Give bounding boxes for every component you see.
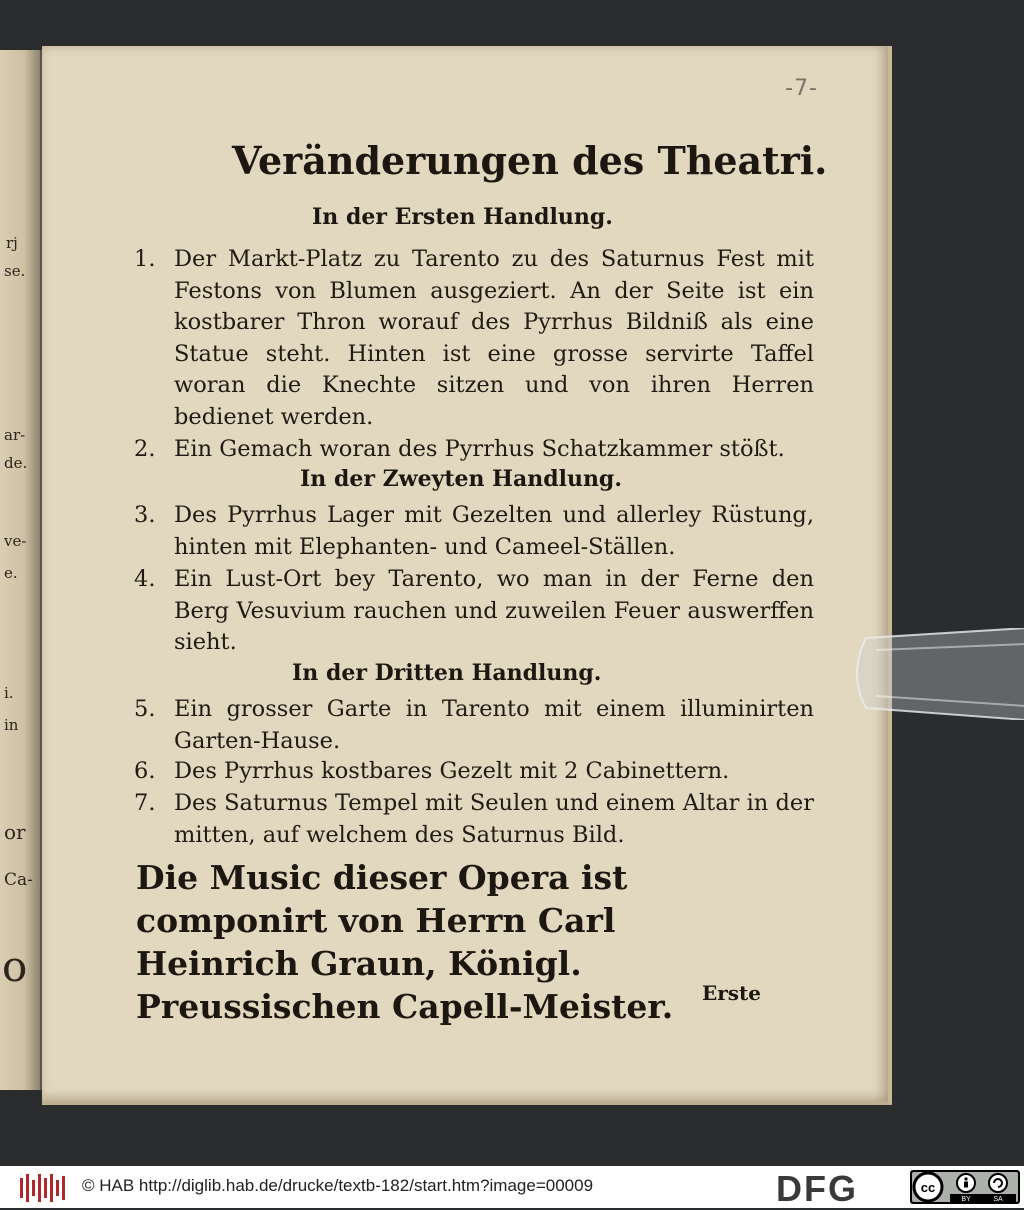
entry-number: 2.	[134, 436, 156, 462]
catchword: Erste	[702, 981, 762, 1005]
list-item	[134, 694, 814, 757]
left-fragment: in	[4, 716, 19, 734]
left-fragment: se.	[4, 262, 26, 280]
left-page-edge	[0, 50, 42, 1090]
entry-number: 6.	[134, 758, 156, 784]
left-fragment: o	[2, 942, 28, 991]
list-item	[134, 564, 814, 659]
license-sa-label: SA	[993, 1196, 1003, 1203]
left-fragment: rj	[6, 234, 18, 252]
hab-barcode-icon	[20, 1174, 68, 1202]
left-fragment: de.	[4, 454, 28, 472]
list-item	[134, 788, 814, 851]
page-mark: -7-	[785, 76, 818, 101]
left-fragment: or	[4, 820, 26, 844]
entry-number: 4.	[134, 566, 156, 592]
left-fragment: i.	[4, 684, 14, 702]
entry-text: Ein Gemach woran des Pyrrhus Schatzkammer stößt.	[174, 436, 785, 462]
page-title: Veränderungen des Theatri.	[232, 138, 828, 183]
book-page	[42, 46, 892, 1105]
cc-by-sa-icon	[910, 1170, 1020, 1204]
entry-text: Ein Lust-Ort bey Tarento, wo man in der Ferne den Berg Vesuvium rauchen und zuweilen Feuer auswerffen sieht.	[174, 566, 814, 655]
svg-text:cc: cc	[920, 1180, 936, 1195]
section-heading-2: In der Zweyten Handlung.	[300, 466, 622, 492]
entry-number: 3.	[134, 502, 156, 528]
list-item	[134, 500, 814, 563]
page-clip-icon	[846, 628, 1024, 720]
license-by-label: BY	[961, 1196, 971, 1203]
entry-text: Ein grosser Garte in Tarento mit einem illuminirten Garten-Hause.	[174, 696, 814, 754]
entry-text: Des Pyrrhus Lager mit Gezelten und allerley Rüstung, hinten mit Elephanten- und Cameel-Ställen.	[174, 502, 814, 560]
composer-note: Die Music dieser Opera ist componirt von Herrn Carl Heinrich Graun, Königl. Preussischen Capell-Meister.	[136, 858, 674, 1026]
list-item	[134, 756, 814, 788]
left-fragment: Ca-	[4, 870, 33, 890]
section-heading-3: In der Dritten Handlung.	[292, 660, 602, 686]
entry-number: 7.	[134, 790, 156, 816]
entry-number: 1.	[134, 246, 156, 272]
left-fragment: ve-	[4, 532, 27, 550]
list-item	[134, 434, 814, 466]
list-item	[134, 244, 814, 433]
footer-credit-link[interactable]: © HAB http://diglib.hab.de/drucke/textb-182/start.htm?image=00009	[82, 1176, 594, 1195]
left-fragment: e.	[4, 564, 18, 582]
section-heading-1: In der Ersten Handlung.	[312, 204, 613, 230]
dfg-logo: DFG	[776, 1168, 858, 1209]
entry-text: Des Saturnus Tempel mit Seulen und einem Altar in der mitten, auf welchem des Saturnus Bild.	[174, 790, 814, 848]
left-fragment: ar-	[4, 426, 26, 444]
entry-text: Der Markt-Platz zu Tarento zu des Saturnus Fest mit Festons von Blumen ausgeziert. An der Seite ist ein kostbarer Thron worauf des Pyrrhus Bildniß als eine Statue steht. Hinten ist eine grosse servirte Taffel woran die Knechte sitzen und von ihren Herren bedienet werden.	[174, 246, 814, 430]
entry-number: 5.	[134, 696, 156, 722]
entry-text: Des Pyrrhus kostbares Gezelt mit 2 Cabinettern.	[174, 758, 730, 784]
footer-bar	[0, 1166, 1024, 1208]
